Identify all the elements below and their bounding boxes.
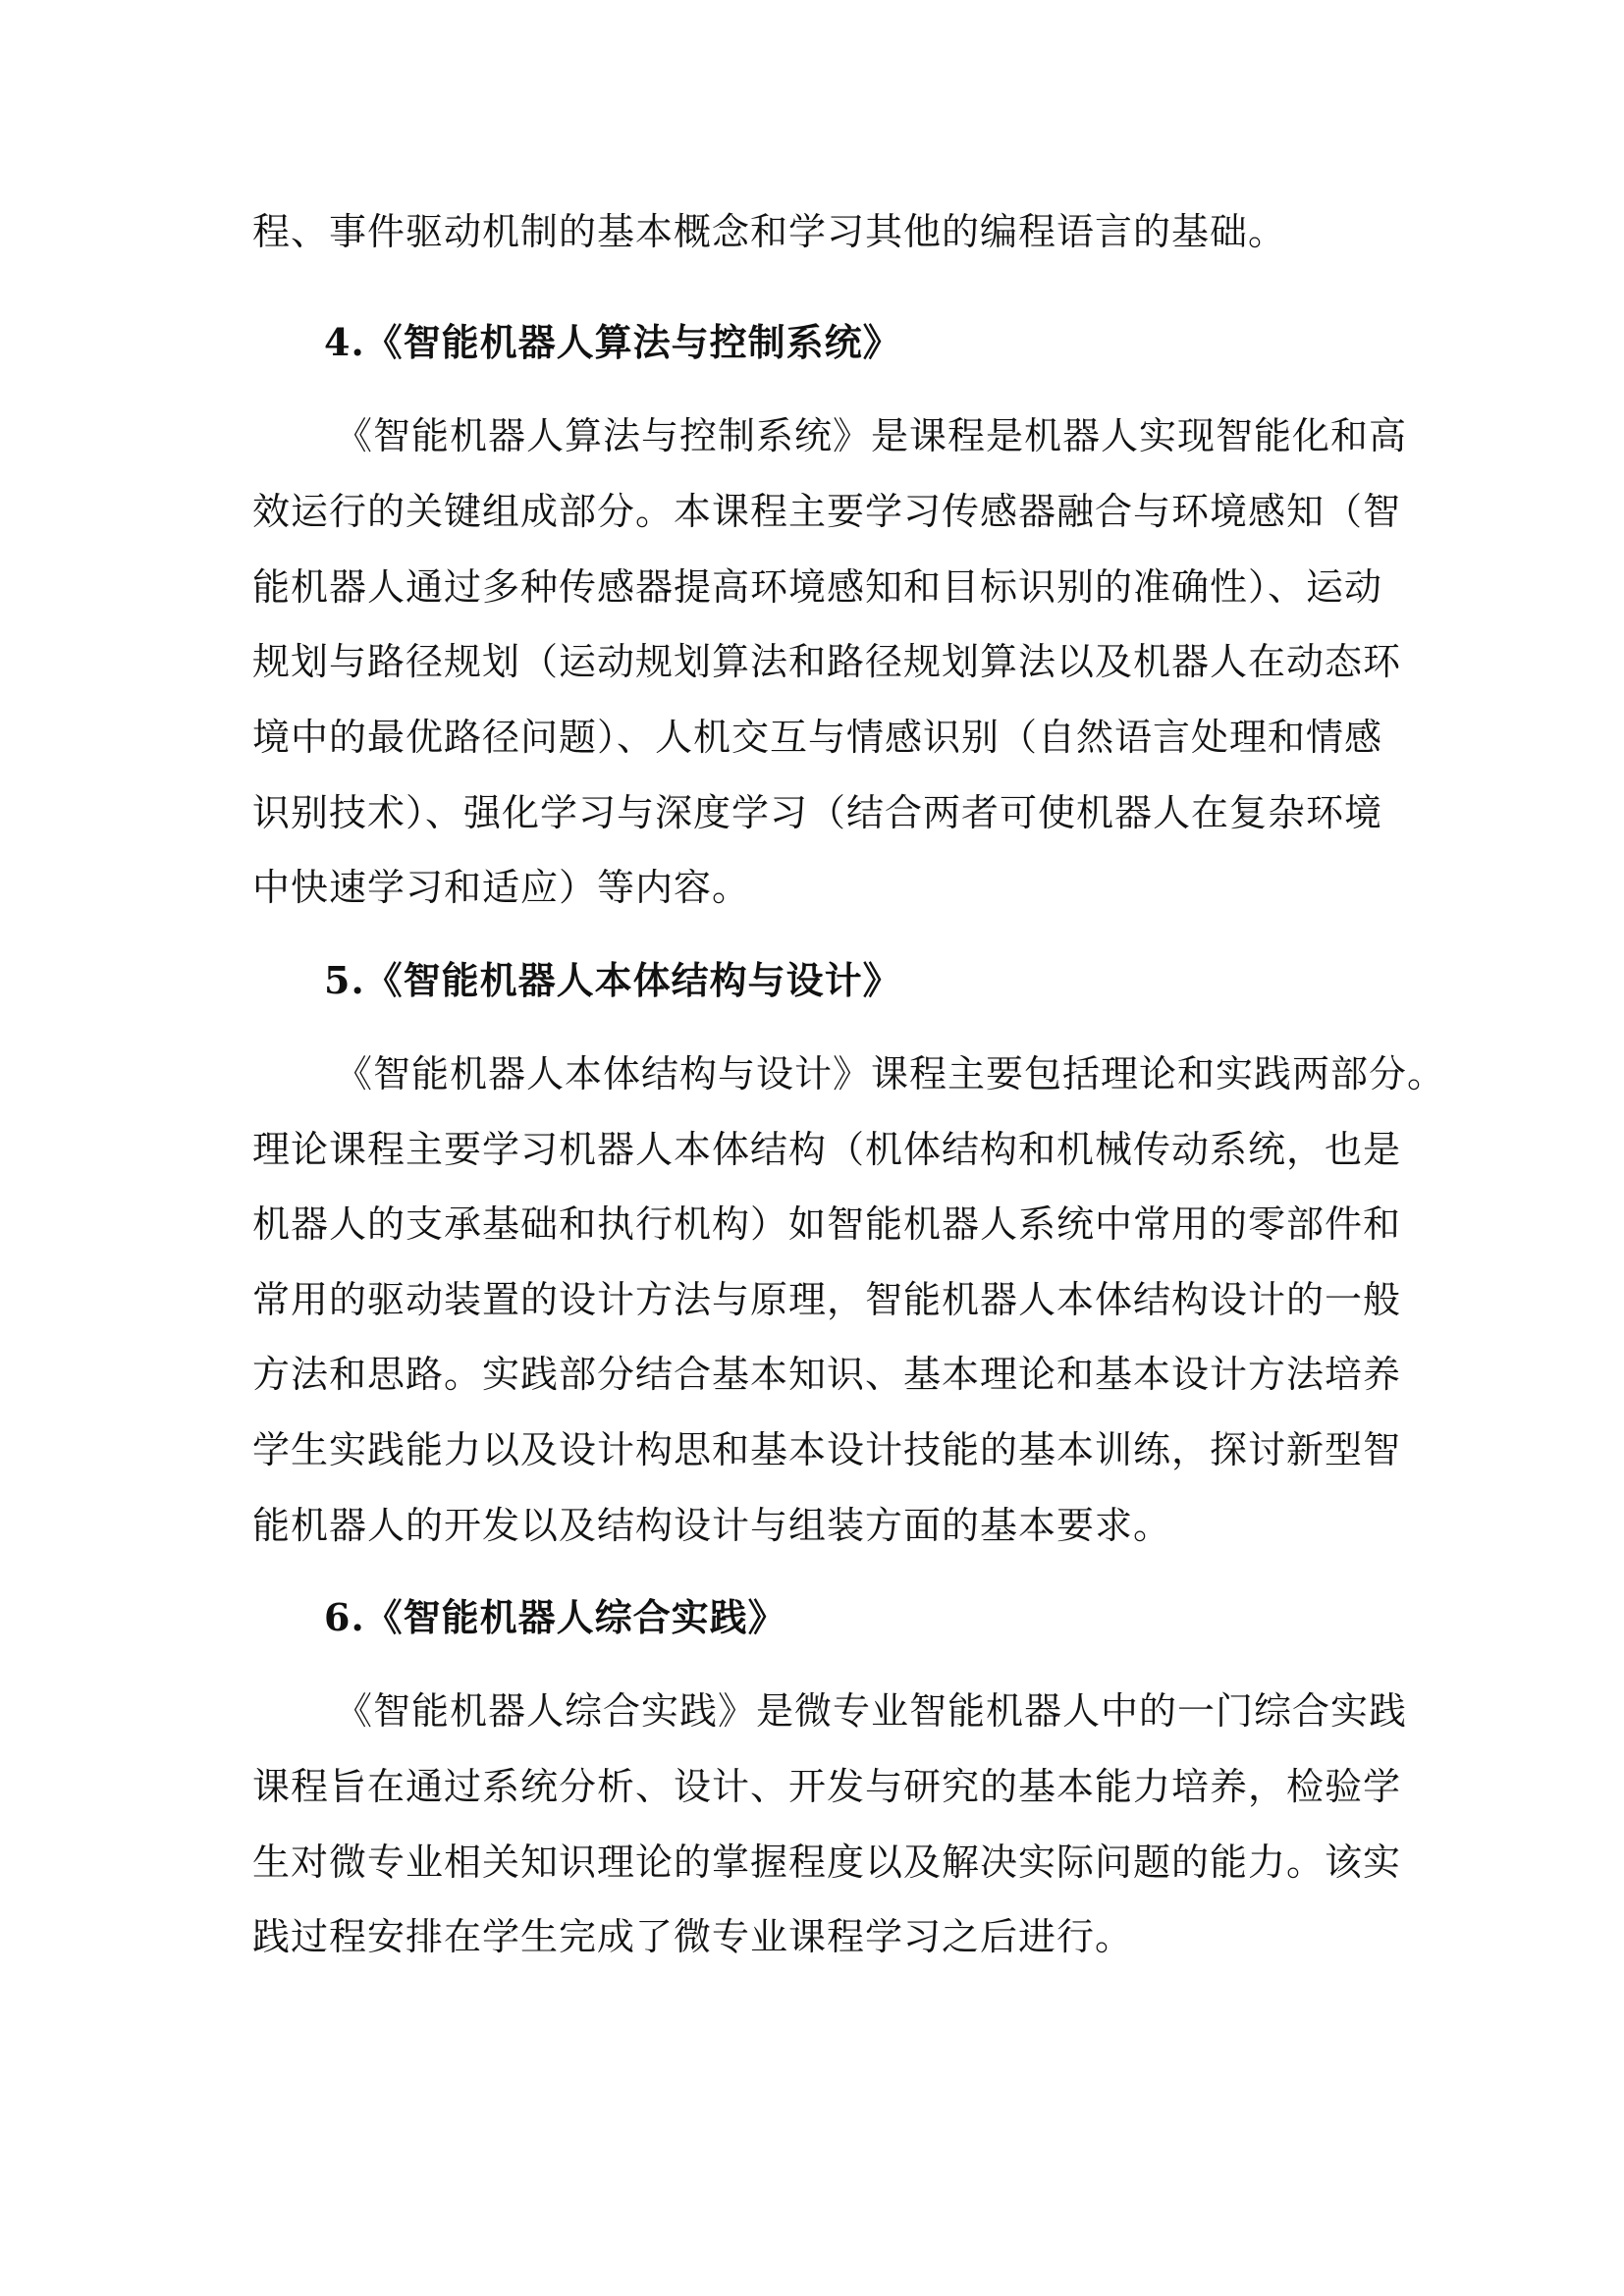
section-6-line-2: 课程旨在通过系统分析、设计、开发与研究的基本能力培养，检验学: [252, 1765, 1402, 1808]
section-4-line-3: 能机器人通过多种传感器提高环境感知和目标识别的准确性）、运动: [252, 565, 1383, 609]
intro-line-1: 程、事件驱动机制的基本概念和学习其他的编程语言的基础。: [252, 210, 1287, 253]
section-5-line-6: 学生实践能力以及设计构思和基本设计技能的基本训练，探讨新型智: [252, 1428, 1402, 1471]
section-5-line-3: 机器人的支承基础和执行机构）如智能机器人系统中常用的零部件和: [252, 1202, 1402, 1246]
section-4-line-2: 效运行的关键组成部分。本课程主要学习传感器融合与环境感知（智: [252, 490, 1402, 533]
section-6-line-1: 《智能机器人综合实践》是微专业智能机器人中的一门综合实践: [335, 1689, 1408, 1733]
section-6-line-3: 生对微专业相关知识理论的掌握程度以及解决实际问题的能力。该实: [252, 1841, 1402, 1884]
section-5-heading: 5.《智能机器人本体结构与设计》: [324, 958, 901, 1002]
section-4-line-7: 中快速学习和适应）等内容。: [252, 866, 751, 909]
section-5-line-4: 常用的驱动装置的设计方法与原理，智能机器人本体结构设计的一般: [252, 1278, 1402, 1321]
section-4-line-1: 《智能机器人算法与控制系统》是课程是机器人实现智能化和高: [335, 414, 1408, 457]
section-6-line-4: 践过程安排在学生完成了微专业课程学习之后进行。: [252, 1915, 1134, 1958]
section-6-heading: 6.《智能机器人综合实践》: [324, 1595, 786, 1639]
section-4-heading: 4.《智能机器人算法与控制系统》: [324, 320, 901, 364]
section-5-line-7: 能机器人的开发以及结构设计与组装方面的基本要求。: [252, 1504, 1172, 1547]
section-5-line-2: 理论课程主要学习机器人本体结构（机体结构和机械传动系统，也是: [252, 1128, 1402, 1171]
section-4-line-5: 境中的最优路径问题）、人机交互与情感识别（自然语言处理和情感: [252, 716, 1383, 759]
section-4-line-4: 规划与路径规划（运动规划算法和路径规划算法以及机器人在动态环: [252, 640, 1402, 683]
section-5-line-5: 方法和思路。实践部分结合基本知识、基本理论和基本设计方法培养: [252, 1353, 1402, 1396]
section-4-line-6: 识别技术）、强化学习与深度学习（结合两者可使机器人在复杂环境: [252, 791, 1383, 834]
section-5-line-1: 《智能机器人本体结构与设计》课程主要包括理论和实践两部分。: [335, 1052, 1446, 1095]
